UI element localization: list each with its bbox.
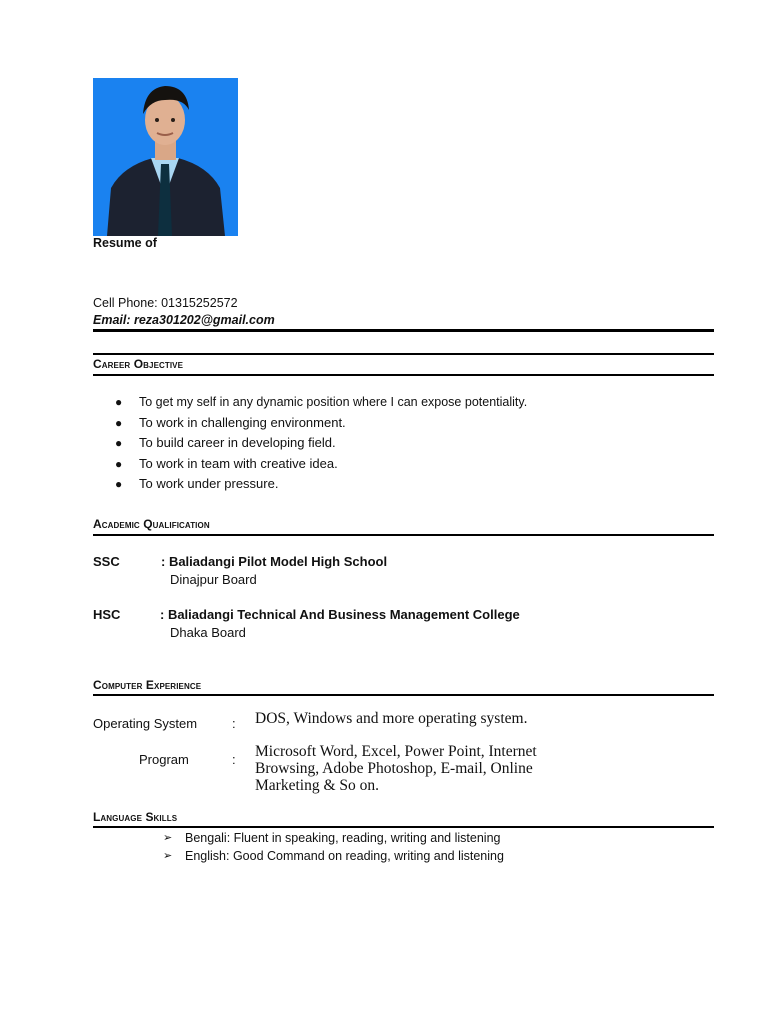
section-title-career: Career Objective (93, 357, 184, 371)
header-divider (93, 329, 714, 332)
ssc-label: SSC (93, 554, 120, 569)
list-item: ● To work under pressure. (93, 474, 527, 495)
bullet-icon: ● (115, 395, 123, 409)
arrow-bullet-icon: ➢ (163, 832, 173, 844)
career-objective-list (93, 392, 527, 495)
os-label: Operating System (93, 716, 198, 731)
list-item: ● To work in challenging environment. (93, 413, 527, 434)
academic-rule (93, 534, 714, 536)
bullet-icon: ● (115, 456, 123, 471)
section-title-academic: Academic Qualification (93, 517, 210, 531)
ssc-institution: : Baliadangi Pilot Model High School (161, 554, 388, 569)
section-title-computer: Computer Experience (93, 678, 202, 692)
arrow-bullet-icon: ➢ (163, 850, 173, 862)
career-top-rule (93, 353, 714, 355)
profile-photo (93, 78, 238, 236)
hsc-institution: : Baliadangi Technical And Business Management College (160, 607, 520, 622)
section-title-language: Language Skills (93, 810, 178, 824)
bullet-icon: ● (115, 477, 123, 491)
career-bottom-rule (93, 374, 714, 376)
ssc-board: Dinajpur Board (170, 572, 257, 587)
cell-phone: Cell Phone: 01315252572 (93, 296, 238, 310)
list-item: ● To work in team with creative idea. (93, 454, 527, 475)
os-colon: : (232, 716, 236, 731)
program-label: Program (139, 752, 189, 767)
language-list (160, 830, 504, 866)
computer-rule (93, 694, 714, 696)
list-item: ➢ Bengali: Fluent in speaking, reading, writing and listening (163, 831, 501, 845)
bullet-icon: ● (115, 436, 123, 450)
hsc-board: Dhaka Board (170, 625, 246, 640)
list-item: ● To build career in developing field. (93, 433, 527, 454)
program-colon: : (232, 752, 236, 767)
language-rule (93, 826, 714, 828)
program-value: Microsoft Word, Excel, Power Point, Internet Browsing, Adobe Photoshop, E-mail, Online Marketing & So on. (255, 743, 537, 794)
list-item: ● To get my self in any dynamic position where I can expose potentiality. (93, 392, 527, 413)
list-item: ➢ English: Good Command on reading, writing and listening (163, 849, 504, 863)
os-value: DOS, Windows and more operating system. (255, 710, 528, 727)
email: Email: reza301202@gmail.com (93, 313, 275, 327)
resume-of-label: Resume of (93, 236, 157, 250)
hsc-label: HSC (93, 607, 121, 622)
bullet-icon: ● (115, 415, 123, 430)
